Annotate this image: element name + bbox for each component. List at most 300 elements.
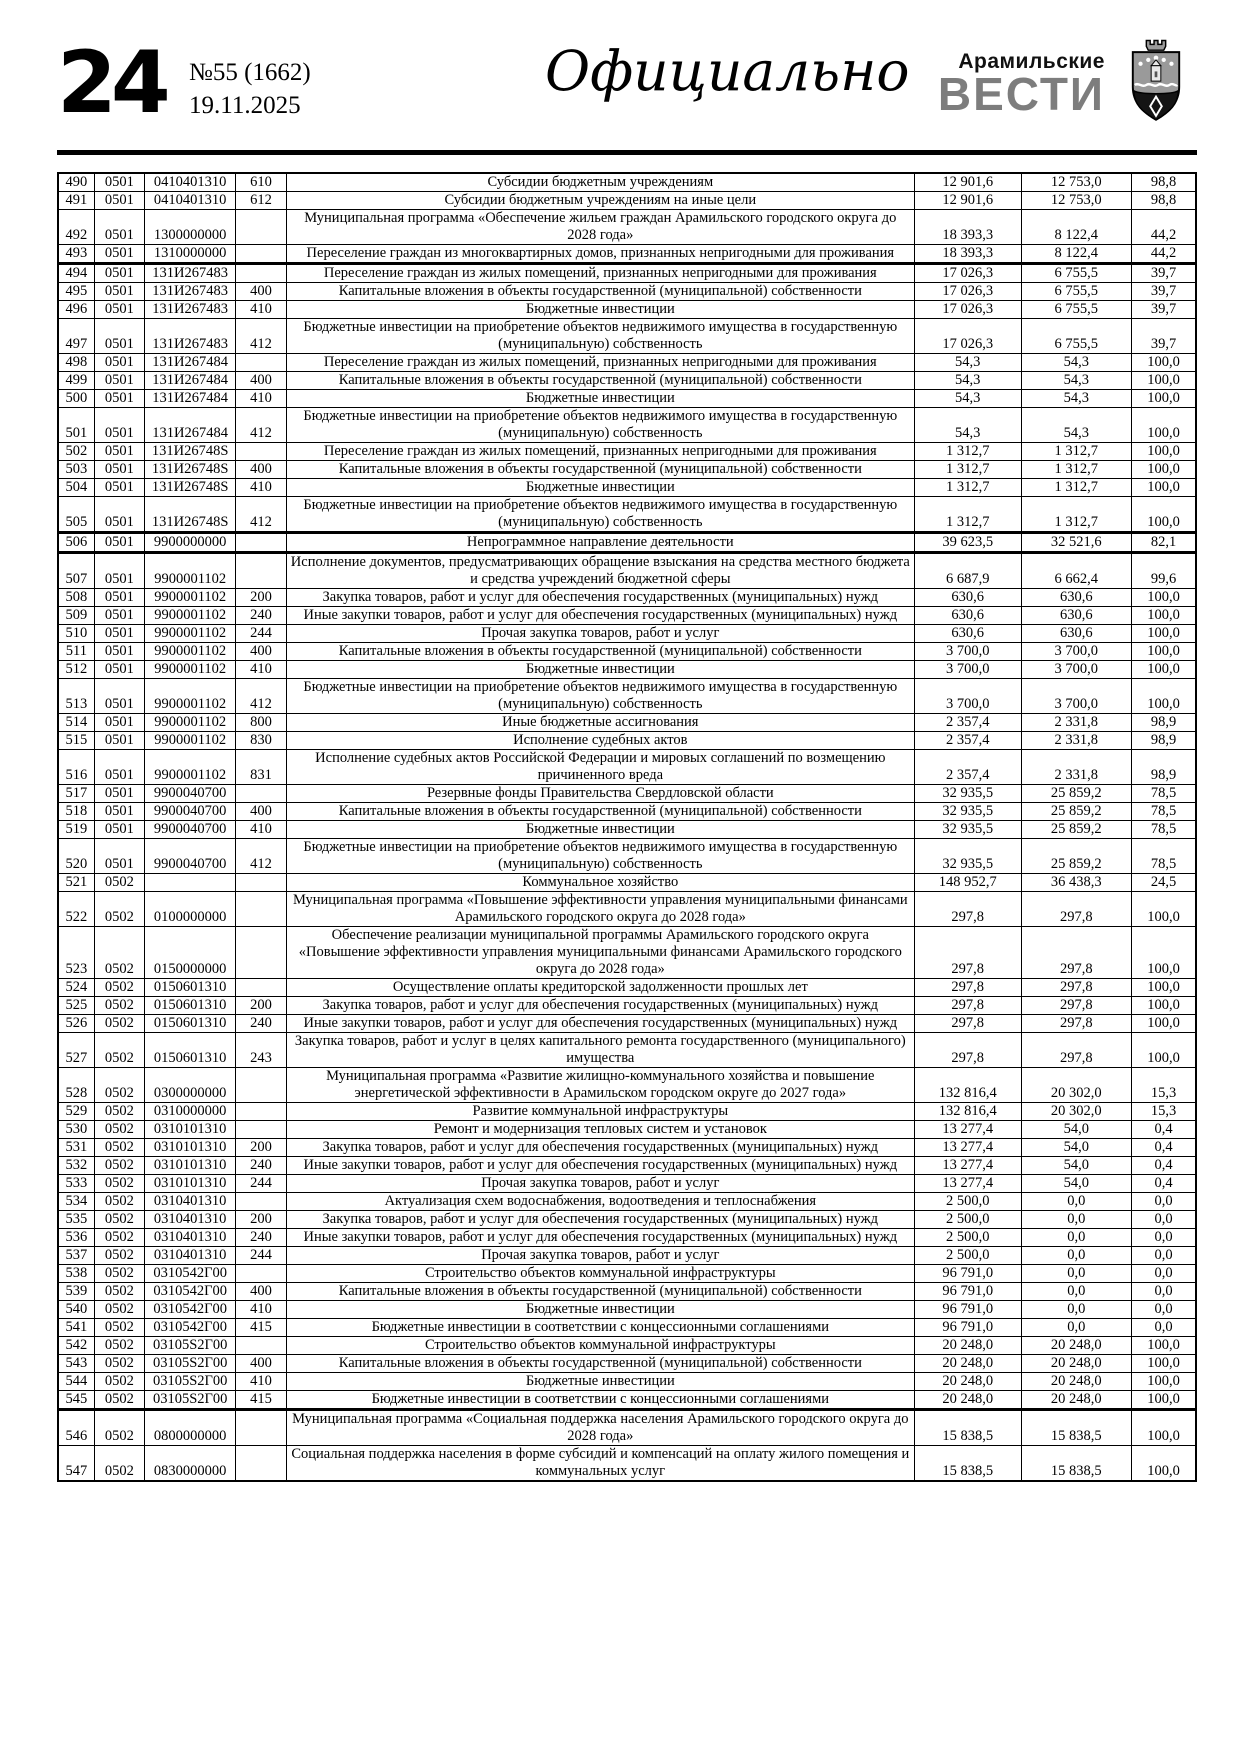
percent-cell: 98,9	[1132, 732, 1196, 750]
target-article-cell: 0300000000	[144, 1068, 235, 1103]
plan-amount-cell: 18 393,3	[914, 210, 1021, 245]
row-number-cell: 508	[58, 589, 94, 607]
plan-amount-cell: 6 687,9	[914, 553, 1021, 589]
percent-cell: 0,0	[1132, 1193, 1196, 1211]
expense-name-cell: Капитальные вложения в объекты государственной (муниципальной) собственности	[286, 283, 914, 301]
table-row	[58, 264, 1196, 283]
row-number-cell: 494	[58, 264, 94, 283]
expense-type-cell: 610	[236, 173, 286, 192]
table-row	[58, 1103, 1196, 1121]
table-row	[58, 319, 1196, 354]
table-row	[58, 283, 1196, 301]
target-article-cell: 131И267483	[144, 283, 235, 301]
percent-cell: 39,7	[1132, 319, 1196, 354]
plan-amount-cell: 20 248,0	[914, 1373, 1021, 1391]
section-code-cell: 0501	[94, 821, 144, 839]
section-code-cell: 0502	[94, 1337, 144, 1355]
percent-cell: 100,0	[1132, 1015, 1196, 1033]
section-code-cell: 0502	[94, 979, 144, 997]
plan-amount-cell: 15 838,5	[914, 1446, 1021, 1482]
expense-name-cell: Бюджетные инвестиции	[286, 301, 914, 319]
table-row	[58, 1247, 1196, 1265]
expense-type-cell: 410	[236, 479, 286, 497]
table-row	[58, 553, 1196, 589]
target-article-cell: 9900040700	[144, 839, 235, 874]
target-article-cell: 0150601310	[144, 997, 235, 1015]
percent-cell: 100,0	[1132, 1033, 1196, 1068]
section-code-cell: 0501	[94, 803, 144, 821]
table-row	[58, 979, 1196, 997]
expense-name-cell: Иные закупки товаров, работ и услуг для обеспечения государственных (муниципальных) нужд	[286, 1015, 914, 1033]
expense-type-cell: 415	[236, 1319, 286, 1337]
target-article-cell: 131И26748S	[144, 443, 235, 461]
plan-amount-cell: 297,8	[914, 1015, 1021, 1033]
expense-type-cell	[236, 1446, 286, 1482]
row-number-cell: 525	[58, 997, 94, 1015]
executed-amount-cell: 297,8	[1021, 927, 1132, 979]
expense-name-cell: Закупка товаров, работ и услуг для обеспечения государственных (муниципальных) нужд	[286, 1211, 914, 1229]
percent-cell: 0,0	[1132, 1265, 1196, 1283]
section-code-cell: 0501	[94, 479, 144, 497]
target-article-cell: 0830000000	[144, 1446, 235, 1482]
target-article-cell: 0410401310	[144, 173, 235, 192]
table-row	[58, 1319, 1196, 1337]
target-article-cell: 0150601310	[144, 979, 235, 997]
table-row	[58, 1068, 1196, 1103]
expense-type-cell: 200	[236, 997, 286, 1015]
section-code-cell: 0501	[94, 732, 144, 750]
row-number-cell: 518	[58, 803, 94, 821]
expense-type-cell	[236, 443, 286, 461]
target-article-cell: 9900001102	[144, 679, 235, 714]
newspaper-brand	[937, 50, 1105, 120]
table-row	[58, 589, 1196, 607]
expense-name-cell: Актуализация схем водоснабжения, водоотведения и теплоснабжения	[286, 1193, 914, 1211]
expense-type-cell: 244	[236, 625, 286, 643]
expense-name-cell: Бюджетные инвестиции	[286, 1373, 914, 1391]
row-number-cell: 515	[58, 732, 94, 750]
expense-name-cell: Резервные фонды Правительства Свердловской области	[286, 785, 914, 803]
section-code-cell: 0501	[94, 589, 144, 607]
plan-amount-cell: 15 838,5	[914, 1410, 1021, 1446]
expense-type-cell: 240	[236, 607, 286, 625]
table-row	[58, 1410, 1196, 1446]
executed-amount-cell: 20 248,0	[1021, 1355, 1132, 1373]
table-row	[58, 1033, 1196, 1068]
plan-amount-cell: 2 500,0	[914, 1193, 1021, 1211]
expense-type-cell	[236, 1121, 286, 1139]
expense-name-cell: Иные закупки товаров, работ и услуг для обеспечения государственных (муниципальных) нужд	[286, 607, 914, 625]
table-row	[58, 750, 1196, 785]
percent-cell: 100,0	[1132, 461, 1196, 479]
table-row	[58, 461, 1196, 479]
table-row	[58, 1157, 1196, 1175]
section-code-cell: 0502	[94, 874, 144, 892]
table-row	[58, 1229, 1196, 1247]
expense-type-cell: 400	[236, 643, 286, 661]
target-article-cell: 0310401310	[144, 1211, 235, 1229]
percent-cell: 100,0	[1132, 1373, 1196, 1391]
section-code-cell: 0502	[94, 1211, 144, 1229]
table-row	[58, 1175, 1196, 1193]
executed-amount-cell: 25 859,2	[1021, 785, 1132, 803]
table-row	[58, 1121, 1196, 1139]
section-code-cell: 0502	[94, 1229, 144, 1247]
executed-amount-cell: 297,8	[1021, 979, 1132, 997]
row-number-cell: 523	[58, 927, 94, 979]
executed-amount-cell: 2 331,8	[1021, 714, 1132, 732]
executed-amount-cell: 3 700,0	[1021, 643, 1132, 661]
section-code-cell: 0501	[94, 301, 144, 319]
expense-type-cell: 400	[236, 283, 286, 301]
expense-name-cell: Исполнение судебных актов	[286, 732, 914, 750]
executed-amount-cell: 0,0	[1021, 1319, 1132, 1337]
plan-amount-cell: 132 816,4	[914, 1068, 1021, 1103]
plan-amount-cell: 32 935,5	[914, 839, 1021, 874]
plan-amount-cell: 297,8	[914, 979, 1021, 997]
executed-amount-cell: 54,0	[1021, 1157, 1132, 1175]
expense-name-cell: Бюджетные инвестиции на приобретение объектов недвижимого имущества в государственную (муниципальную) собственность	[286, 408, 914, 443]
table-row	[58, 1391, 1196, 1410]
plan-amount-cell: 32 935,5	[914, 821, 1021, 839]
expense-name-cell: Бюджетные инвестиции	[286, 821, 914, 839]
table-row	[58, 732, 1196, 750]
executed-amount-cell: 54,0	[1021, 1175, 1132, 1193]
percent-cell: 44,2	[1132, 245, 1196, 264]
target-article-cell: 0800000000	[144, 1410, 235, 1446]
plan-amount-cell: 2 357,4	[914, 714, 1021, 732]
expense-name-cell: Бюджетные инвестиции в соответствии с концессионными соглашениями	[286, 1391, 914, 1410]
expense-name-cell: Муниципальная программа «Развитие жилищно-коммунального хозяйства и повышение энергетической эффективности в Арамильском городском округе до 2027 года»	[286, 1068, 914, 1103]
plan-amount-cell: 13 277,4	[914, 1139, 1021, 1157]
percent-cell: 100,0	[1132, 661, 1196, 679]
percent-cell: 98,8	[1132, 192, 1196, 210]
expense-name-cell: Развитие коммунальной инфраструктуры	[286, 1103, 914, 1121]
row-number-cell: 520	[58, 839, 94, 874]
section-code-cell: 0502	[94, 1355, 144, 1373]
executed-amount-cell: 12 753,0	[1021, 173, 1132, 192]
target-article-cell: 0310542Г00	[144, 1283, 235, 1301]
expense-name-cell: Субсидии бюджетным учреждениям	[286, 173, 914, 192]
target-article-cell: 9900001102	[144, 607, 235, 625]
percent-cell: 100,0	[1132, 1337, 1196, 1355]
expense-name-cell: Ремонт и модернизация тепловых систем и установок	[286, 1121, 914, 1139]
executed-amount-cell: 6 755,5	[1021, 264, 1132, 283]
executed-amount-cell: 630,6	[1021, 625, 1132, 643]
expense-type-cell	[236, 1068, 286, 1103]
brand-name-top: Арамильские	[958, 50, 1105, 73]
section-code-cell: 0501	[94, 714, 144, 732]
target-article-cell: 131И267484	[144, 372, 235, 390]
target-article-cell: 9900001102	[144, 732, 235, 750]
table-row	[58, 372, 1196, 390]
expense-name-cell: Закупка товаров, работ и услуг для обеспечения государственных (муниципальных) нужд	[286, 997, 914, 1015]
percent-cell: 15,3	[1132, 1103, 1196, 1121]
percent-cell: 78,5	[1132, 839, 1196, 874]
plan-amount-cell: 13 277,4	[914, 1157, 1021, 1175]
percent-cell: 0,0	[1132, 1319, 1196, 1337]
plan-amount-cell: 12 901,6	[914, 192, 1021, 210]
table-row	[58, 1373, 1196, 1391]
section-code-cell: 0501	[94, 839, 144, 874]
row-number-cell: 495	[58, 283, 94, 301]
section-code-cell: 0501	[94, 461, 144, 479]
plan-amount-cell: 2 500,0	[914, 1211, 1021, 1229]
expense-type-cell	[236, 892, 286, 927]
plan-amount-cell: 3 700,0	[914, 643, 1021, 661]
expense-type-cell: 410	[236, 1301, 286, 1319]
table-row	[58, 192, 1196, 210]
percent-cell: 78,5	[1132, 785, 1196, 803]
executed-amount-cell: 25 859,2	[1021, 839, 1132, 874]
plan-amount-cell: 17 026,3	[914, 264, 1021, 283]
table-row	[58, 173, 1196, 192]
expense-type-cell: 400	[236, 1355, 286, 1373]
expense-type-cell: 244	[236, 1175, 286, 1193]
percent-cell: 100,0	[1132, 1446, 1196, 1482]
percent-cell: 0,0	[1132, 1283, 1196, 1301]
executed-amount-cell: 297,8	[1021, 997, 1132, 1015]
expense-name-cell: Капитальные вложения в объекты государственной (муниципальной) собственности	[286, 1355, 914, 1373]
row-number-cell: 511	[58, 643, 94, 661]
row-number-cell: 543	[58, 1355, 94, 1373]
target-article-cell: 1310000000	[144, 245, 235, 264]
table-row	[58, 210, 1196, 245]
executed-amount-cell: 630,6	[1021, 589, 1132, 607]
table-row	[58, 497, 1196, 533]
expense-type-cell: 612	[236, 192, 286, 210]
row-number-cell: 545	[58, 1391, 94, 1410]
row-number-cell: 524	[58, 979, 94, 997]
percent-cell: 0,4	[1132, 1175, 1196, 1193]
plan-amount-cell: 148 952,7	[914, 874, 1021, 892]
expense-type-cell	[236, 210, 286, 245]
section-code-cell: 0502	[94, 1121, 144, 1139]
percent-cell: 100,0	[1132, 679, 1196, 714]
issue-number: №55 (1662)	[189, 59, 311, 86]
row-number-cell: 534	[58, 1193, 94, 1211]
expense-name-cell: Бюджетные инвестиции	[286, 390, 914, 408]
row-number-cell: 541	[58, 1319, 94, 1337]
target-article-cell: 0150000000	[144, 927, 235, 979]
plan-amount-cell: 1 312,7	[914, 479, 1021, 497]
executed-amount-cell: 2 331,8	[1021, 732, 1132, 750]
plan-amount-cell: 13 277,4	[914, 1121, 1021, 1139]
expense-type-cell: 200	[236, 1211, 286, 1229]
executed-amount-cell: 0,0	[1021, 1229, 1132, 1247]
expense-type-cell: 240	[236, 1157, 286, 1175]
percent-cell: 15,3	[1132, 1068, 1196, 1103]
row-number-cell: 540	[58, 1301, 94, 1319]
table-row	[58, 1265, 1196, 1283]
page-number: 24	[57, 33, 165, 133]
target-article-cell: 131И267484	[144, 354, 235, 372]
expense-type-cell	[236, 874, 286, 892]
row-number-cell: 521	[58, 874, 94, 892]
percent-cell: 100,0	[1132, 607, 1196, 625]
expense-name-cell: Иные закупки товаров, работ и услуг для обеспечения государственных (муниципальных) нужд	[286, 1157, 914, 1175]
plan-amount-cell: 18 393,3	[914, 245, 1021, 264]
expense-name-cell: Коммунальное хозяйство	[286, 874, 914, 892]
expense-type-cell: 410	[236, 390, 286, 408]
expense-type-cell: 240	[236, 1229, 286, 1247]
plan-amount-cell: 54,3	[914, 354, 1021, 372]
section-code-cell: 0502	[94, 1283, 144, 1301]
row-number-cell: 514	[58, 714, 94, 732]
section-code-cell: 0501	[94, 264, 144, 283]
target-article-cell: 9900040700	[144, 803, 235, 821]
expense-type-cell	[236, 1193, 286, 1211]
plan-amount-cell: 2 500,0	[914, 1229, 1021, 1247]
section-code-cell: 0501	[94, 497, 144, 533]
expense-name-cell: Бюджетные инвестиции на приобретение объектов недвижимого имущества в государственную (муниципальную) собственность	[286, 319, 914, 354]
row-number-cell: 528	[58, 1068, 94, 1103]
executed-amount-cell: 630,6	[1021, 607, 1132, 625]
executed-amount-cell: 20 302,0	[1021, 1103, 1132, 1121]
section-code-cell: 0501	[94, 390, 144, 408]
table-row	[58, 643, 1196, 661]
table-row	[58, 301, 1196, 319]
target-article-cell: 131И267484	[144, 390, 235, 408]
expense-type-cell: 400	[236, 803, 286, 821]
percent-cell: 100,0	[1132, 390, 1196, 408]
section-code-cell: 0501	[94, 679, 144, 714]
section-code-cell: 0501	[94, 533, 144, 553]
executed-amount-cell: 0,0	[1021, 1301, 1132, 1319]
expense-type-cell	[236, 354, 286, 372]
expense-name-cell: Исполнение судебных актов Российской Федерации и мировых соглашений по возмещению причиненного вреда	[286, 750, 914, 785]
executed-amount-cell: 6 755,5	[1021, 301, 1132, 319]
executed-amount-cell: 54,0	[1021, 1121, 1132, 1139]
percent-cell: 100,0	[1132, 497, 1196, 533]
row-number-cell: 517	[58, 785, 94, 803]
row-number-cell: 529	[58, 1103, 94, 1121]
target-article-cell: 9900040700	[144, 821, 235, 839]
target-article-cell: 0310101310	[144, 1175, 235, 1193]
percent-cell: 98,8	[1132, 173, 1196, 192]
row-number-cell: 542	[58, 1337, 94, 1355]
plan-amount-cell: 54,3	[914, 390, 1021, 408]
plan-amount-cell: 297,8	[914, 1033, 1021, 1068]
expense-name-cell: Бюджетные инвестиции на приобретение объектов недвижимого имущества в государственную (муниципальную) собственность	[286, 839, 914, 874]
table-row	[58, 803, 1196, 821]
executed-amount-cell: 8 122,4	[1021, 210, 1132, 245]
executed-amount-cell: 25 859,2	[1021, 803, 1132, 821]
percent-cell: 0,0	[1132, 1229, 1196, 1247]
expense-name-cell: Переселение граждан из жилых помещений, признанных непригодными для проживания	[286, 354, 914, 372]
plan-amount-cell: 96 791,0	[914, 1301, 1021, 1319]
target-article-cell: 0310542Г00	[144, 1301, 235, 1319]
executed-amount-cell: 6 662,4	[1021, 553, 1132, 589]
executed-amount-cell: 54,3	[1021, 390, 1132, 408]
executed-amount-cell: 54,3	[1021, 372, 1132, 390]
plan-amount-cell: 630,6	[914, 607, 1021, 625]
percent-cell: 0,0	[1132, 1301, 1196, 1319]
expense-type-cell: 412	[236, 679, 286, 714]
expense-type-cell: 400	[236, 1283, 286, 1301]
expense-type-cell: 410	[236, 301, 286, 319]
expense-name-cell: Капитальные вложения в объекты государственной (муниципальной) собственности	[286, 803, 914, 821]
section-code-cell: 0502	[94, 1033, 144, 1068]
expense-name-cell: Прочая закупка товаров, работ и услуг	[286, 625, 914, 643]
expense-type-cell: 830	[236, 732, 286, 750]
row-number-cell: 507	[58, 553, 94, 589]
executed-amount-cell: 32 521,6	[1021, 533, 1132, 553]
percent-cell: 98,9	[1132, 714, 1196, 732]
percent-cell: 39,7	[1132, 264, 1196, 283]
plan-amount-cell: 20 248,0	[914, 1337, 1021, 1355]
section-code-cell: 0502	[94, 1410, 144, 1446]
target-article-cell: 131И267483	[144, 264, 235, 283]
target-article-cell: 03105S2Г00	[144, 1355, 235, 1373]
expense-type-cell	[236, 1410, 286, 1446]
target-article-cell: 03105S2Г00	[144, 1337, 235, 1355]
plan-amount-cell: 96 791,0	[914, 1319, 1021, 1337]
target-article-cell	[144, 874, 235, 892]
expense-type-cell: 831	[236, 750, 286, 785]
expense-name-cell: Муниципальная программа «Повышение эффективности управления муниципальными финансами Арамильского городского округа до 2028 года»	[286, 892, 914, 927]
target-article-cell: 9900001102	[144, 714, 235, 732]
executed-amount-cell: 1 312,7	[1021, 479, 1132, 497]
executed-amount-cell: 0,0	[1021, 1211, 1132, 1229]
expense-name-cell: Иные закупки товаров, работ и услуг для обеспечения государственных (муниципальных) нужд	[286, 1229, 914, 1247]
table-row	[58, 1139, 1196, 1157]
executed-amount-cell: 54,3	[1021, 354, 1132, 372]
row-number-cell: 531	[58, 1139, 94, 1157]
table-row	[58, 443, 1196, 461]
executed-amount-cell: 0,0	[1021, 1265, 1132, 1283]
expense-name-cell: Закупка товаров, работ и услуг для обеспечения государственных (муниципальных) нужд	[286, 1139, 914, 1157]
percent-cell: 0,4	[1132, 1157, 1196, 1175]
row-number-cell: 522	[58, 892, 94, 927]
table-row	[58, 679, 1196, 714]
expense-name-cell: Субсидии бюджетным учреждениям на иные цели	[286, 192, 914, 210]
row-number-cell: 504	[58, 479, 94, 497]
section-code-cell: 0501	[94, 553, 144, 589]
expense-type-cell: 412	[236, 839, 286, 874]
percent-cell: 100,0	[1132, 354, 1196, 372]
plan-amount-cell: 1 312,7	[914, 443, 1021, 461]
percent-cell: 100,0	[1132, 643, 1196, 661]
plan-amount-cell: 132 816,4	[914, 1103, 1021, 1121]
executed-amount-cell: 6 755,5	[1021, 319, 1132, 354]
row-number-cell: 526	[58, 1015, 94, 1033]
section-code-cell: 0502	[94, 1139, 144, 1157]
target-article-cell: 03105S2Г00	[144, 1373, 235, 1391]
percent-cell: 44,2	[1132, 210, 1196, 245]
row-number-cell: 536	[58, 1229, 94, 1247]
row-number-cell: 501	[58, 408, 94, 443]
expense-name-cell: Строительство объектов коммунальной инфраструктуры	[286, 1265, 914, 1283]
expense-type-cell	[236, 245, 286, 264]
expense-type-cell: 400	[236, 461, 286, 479]
table-row	[58, 354, 1196, 372]
percent-cell: 100,0	[1132, 997, 1196, 1015]
table-row	[58, 1446, 1196, 1482]
executed-amount-cell: 20 248,0	[1021, 1337, 1132, 1355]
plan-amount-cell: 32 935,5	[914, 803, 1021, 821]
executed-amount-cell: 20 248,0	[1021, 1373, 1132, 1391]
plan-amount-cell: 1 312,7	[914, 461, 1021, 479]
executed-amount-cell: 3 700,0	[1021, 661, 1132, 679]
row-number-cell: 509	[58, 607, 94, 625]
expense-type-cell: 200	[236, 1139, 286, 1157]
table-row	[58, 607, 1196, 625]
table-row	[58, 1193, 1196, 1211]
executed-amount-cell: 2 331,8	[1021, 750, 1132, 785]
executed-amount-cell: 1 312,7	[1021, 443, 1132, 461]
executed-amount-cell: 297,8	[1021, 892, 1132, 927]
